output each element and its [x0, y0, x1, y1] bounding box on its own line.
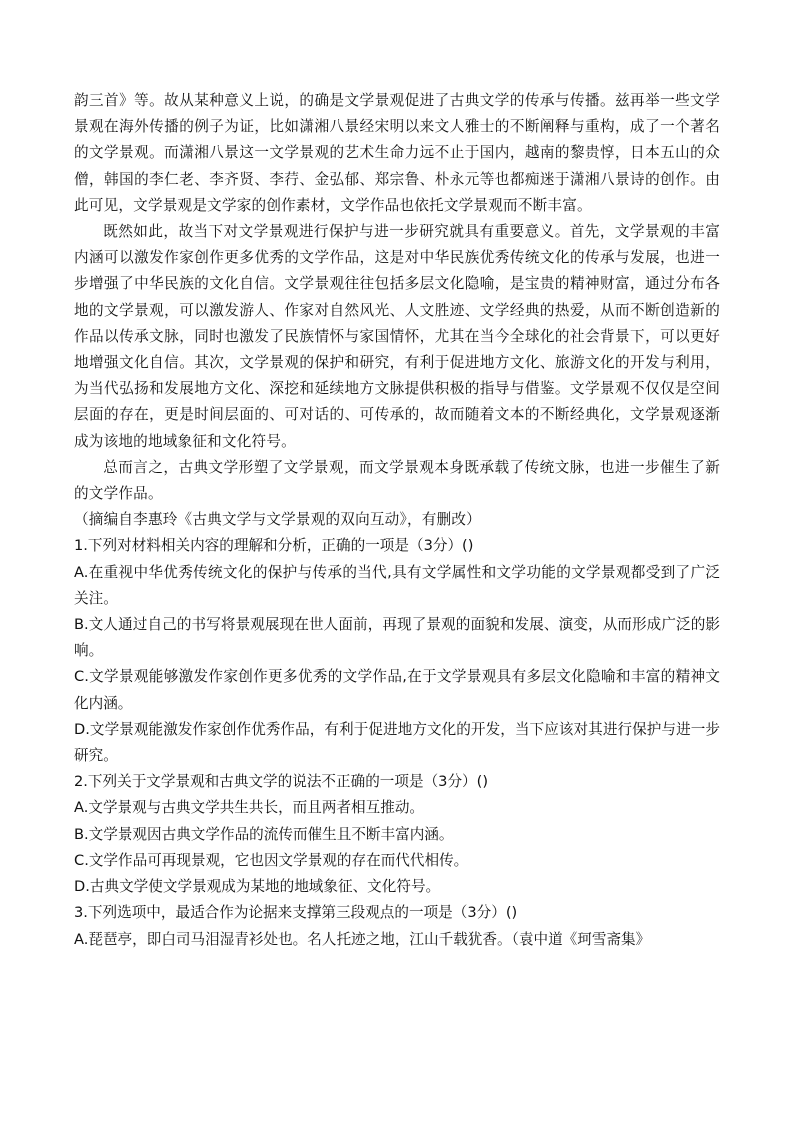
question-stem: 1.下列对材料相关内容的理解和分析，正确的一项是（3分）() [74, 537, 474, 555]
passage-paragraph: 既然如此，故当下对文学景观进行保护与进一步研究就具有重要意义。首先，文学景观的丰富内涵可以激发作家创作更多优秀的文学作品，这是对中华民族优秀传统文化的传承与发展，也进一步增强了中华民族的文化自信。文学景观往往包括多层文化隐喻，是宝贵的精神财富，通过分布各地的文学景观，可以激发游人、作家对自然风光、人文胜迹、文学经典的热爱，从而不断创造新的作品以传承文脉，同时也激发了民族情怀与家国情怀，尤其在当今全球化的社会背景下，可以更好地增强文化自信。其次，文学景观的保护和研究，有利于促进地方文化、旅游文化的开发与利用，为当代弘扬和发展地方文化、深挖和延续地方文脉提供积极的指导与借鉴。文学景观不仅仅是空间层面的存在，更是时间层面的、可对话的、可传承的，故而随着文本的不断经典化，文学景观逐渐成为该地的地域象征和文化符号。 [74, 223, 720, 450]
option-c: C.文学景观能够激发作家创作更多优秀的文学作品,在于文学景观具有多层文化隐喻和丰富的精神文化内涵。 [74, 668, 720, 712]
option-b: B.文人通过自己的书写将景观展现在世人面前，再现了景观的面貌和发展、演变，从而形成广泛的影响。 [74, 616, 720, 660]
option-a: A.文学景观与古典文学共生共长，而且两者相互推动。 [74, 799, 425, 817]
option-c: C.文学作品可再现景观，它也因文学景观的存在而代代相传。 [74, 851, 469, 869]
option-d: D.文学景观能激发作家创作优秀作品，有利于促进地方文化的开发，当下应该对其进行保护与进一步研究。 [74, 720, 720, 765]
question-3 [74, 900, 720, 952]
passage-source: （摘编自李惠玲《古典文学与文学景观的双向互动》，有删改） [74, 511, 481, 529]
reading-passage [74, 88, 720, 533]
question-stem: 2.下列关于文学景观和古典文学的说法不正确的一项是（3分）() [74, 773, 489, 791]
passage-paragraph: 韵三首》等。故从某种意义上说，的确是文学景观促进了古典文学的传承与传播。兹再举一些文学景观在海外传播的例子为证，比如潇湘八景经宋明以来文人雅士的不断阐释与重构，成了一个著名的文学景观。而潇湘八景这一文学景观的艺术生命力远不止于国内，越南的黎贵惇，日本五山的众僧，韩国的李仁老、李齐贤、李荇、金弘郁、郑宗鲁、朴永元等也都痴迷于潇湘八景诗的创作。由此可见，文学景观是文学家的创作素材，文学作品也依托文学景观而不断丰富。 [74, 92, 720, 214]
question-2 [74, 769, 720, 900]
option-a: A.琵琶亭，即白司马泪湿青衫处也。名人托迹之地，江山千载犹香。（袁中道《珂雪斋集》 [74, 930, 651, 948]
option-a: A.在重视中华优秀传统文化的保护与传承的当代,具有文学属性和文学功能的文学景观都受到了广泛关注。 [74, 563, 720, 607]
question-list [74, 533, 720, 952]
document-page [74, 88, 720, 953]
question-1 [74, 533, 720, 769]
option-b: B.文学景观因古典文学作品的流传而催生且不断丰富内涵。 [74, 825, 454, 843]
option-d: D.古典文学使文学景观成为某地的地域象征、文化符号。 [74, 878, 441, 896]
passage-paragraph: 总而言之，古典文学形塑了文学景观，而文学景观本身既承载了传统文脉，也进一步催生了新的文学作品。 [74, 458, 720, 503]
question-stem: 3.下列选项中，最适合作为论据来支撑第三段观点的一项是（3分）() [74, 904, 518, 922]
